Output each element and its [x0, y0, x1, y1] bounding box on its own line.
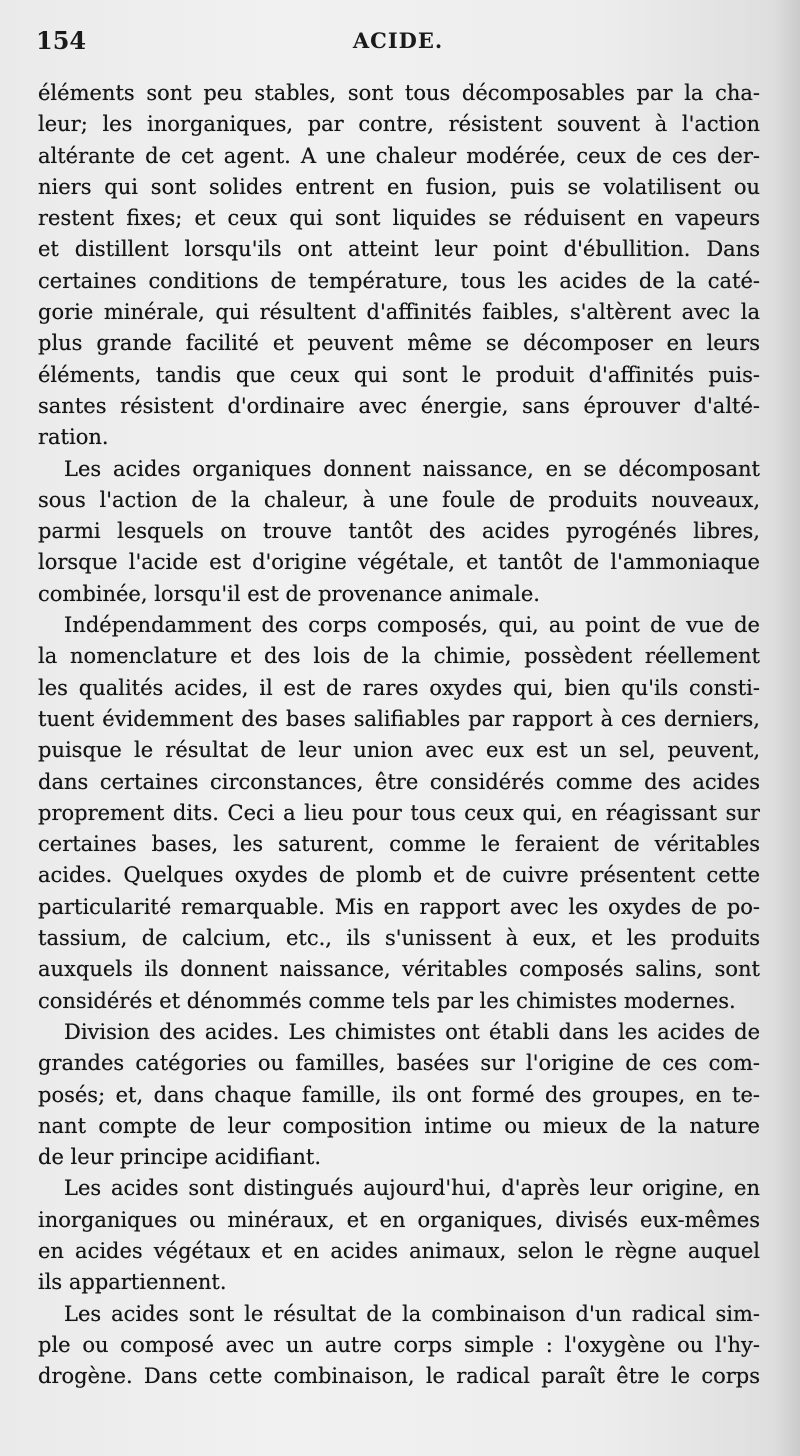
text-line: certaines bases, les saturent, comme le feraient de véritables — [38, 832, 760, 857]
text-line: niers qui sont solides entrent en fusion, puis se volatilisent ou — [38, 174, 760, 199]
text-line: posés; et, dans chaque famille, ils ont formé des groupes, en te- — [38, 1082, 760, 1107]
paragraph — [38, 610, 760, 1017]
text-line: proprement dits. Ceci a lieu pour tous ceux qui, en réagissant sur — [38, 800, 760, 825]
page-header — [36, 26, 760, 58]
text-line: certaines conditions de température, tous les acides de la caté- — [38, 268, 760, 293]
text-line: auxquels ils donnent naissance, véritables composés salins, sont — [38, 957, 760, 982]
text-line: plus grande facilité et peuvent même se décomposer en leurs — [38, 331, 760, 356]
text-line: de leur principe acidifiant. — [38, 1145, 321, 1170]
paragraph — [38, 1173, 760, 1298]
paragraph — [38, 454, 760, 610]
text-line: drogène. Dans cette combinaison, le radical paraît être le corps — [38, 1364, 760, 1389]
text-line: la nomenclature et des lois de la chimie, possèdent réellement — [38, 644, 760, 669]
body-text — [38, 78, 760, 1392]
text-line: Les acides sont le résultat de la combinaison d'un radical sim- — [64, 1301, 760, 1326]
paragraph — [38, 78, 760, 454]
running-title: ACIDE. — [352, 28, 444, 53]
text-line: ils appartiennent. — [38, 1270, 227, 1295]
text-line: nant compte de leur composition intime ou mieux de la nature — [38, 1113, 760, 1138]
text-line: les qualités acides, il est de rares oxydes qui, bien qu'ils consti- — [38, 675, 760, 700]
text-line: combinée, lorsqu'il est de provenance animale. — [38, 581, 540, 606]
text-line: parmi lesquels on trouve tantôt des acides pyrogénés libres, — [38, 519, 760, 544]
text-line: Indépendamment des corps composés, qui, au point de vue de — [64, 613, 760, 638]
text-line: tuent évidemment des bases salifiables par rapport à ces derniers, — [38, 706, 760, 731]
text-line: restent fixes; et ceux qui sont liquides se réduisent en vapeurs — [38, 206, 760, 231]
text-line: éléments sont peu stables, sont tous décomposables par la cha- — [38, 81, 760, 105]
text-line: particularité remarquable. Mis en rapport avec les oxydes de po- — [38, 894, 760, 919]
text-line: dans certaines circonstances, être considérés comme des acides — [38, 769, 760, 794]
text-line: Les acides sont distingués aujourd'hui, d'après leur origine, en — [64, 1176, 760, 1201]
page-number: 154 — [36, 26, 87, 55]
text-line: leur; les inorganiques, par contre, résistent souvent à l'action — [38, 112, 760, 137]
text-line: Division des acides. Les chimistes ont établi dans les acides de — [64, 1019, 760, 1044]
text-line: ration. — [38, 425, 109, 450]
paragraph — [38, 1017, 760, 1173]
text-line: et distillent lorsqu'ils ont atteint leur point d'ébullition. Dans — [38, 237, 760, 262]
text-line: Les acides organiques donnent naissance, en se décomposant — [64, 456, 760, 481]
text-line: lorsque l'acide est d'origine végétale, et tantôt de l'ammoniaque — [38, 550, 760, 575]
text-line: éléments, tandis que ceux qui sont le produit d'affinités puis- — [38, 362, 760, 387]
text-line: altérante de cet agent. A une chaleur modérée, ceux de ces der- — [38, 143, 760, 168]
text-line: en acides végétaux et en acides animaux, selon le règne auquel — [38, 1238, 760, 1263]
text-line: gorie minérale, qui résultent d'affinités faibles, s'altèrent avec la — [38, 300, 760, 325]
text-line: ple ou composé avec un autre corps simple : l'oxygène ou l'hy- — [38, 1332, 760, 1357]
text-line: tassium, de calcium, etc., ils s'unissent à eux, et les produits — [38, 926, 760, 951]
text-line: inorganiques ou minéraux, et en organiques, divisés eux-mêmes — [38, 1207, 760, 1232]
text-line: santes résistent d'ordinaire avec énergie, sans éprouver d'alté- — [38, 393, 760, 418]
text-line: grandes catégories ou familles, basées sur l'origine de ces com- — [38, 1051, 760, 1076]
text-line: puisque le résultat de leur union avec eux est un sel, peuvent, — [38, 738, 760, 763]
text-line: acides. Quelques oxydes de plomb et de cuivre présentent cette — [38, 863, 760, 888]
paragraph — [38, 1299, 760, 1393]
text-line: considérés et dénommés comme tels par les chimistes modernes. — [38, 988, 736, 1013]
text-line: sous l'action de la chaleur, à une foule de produits nouveaux, — [38, 487, 760, 512]
